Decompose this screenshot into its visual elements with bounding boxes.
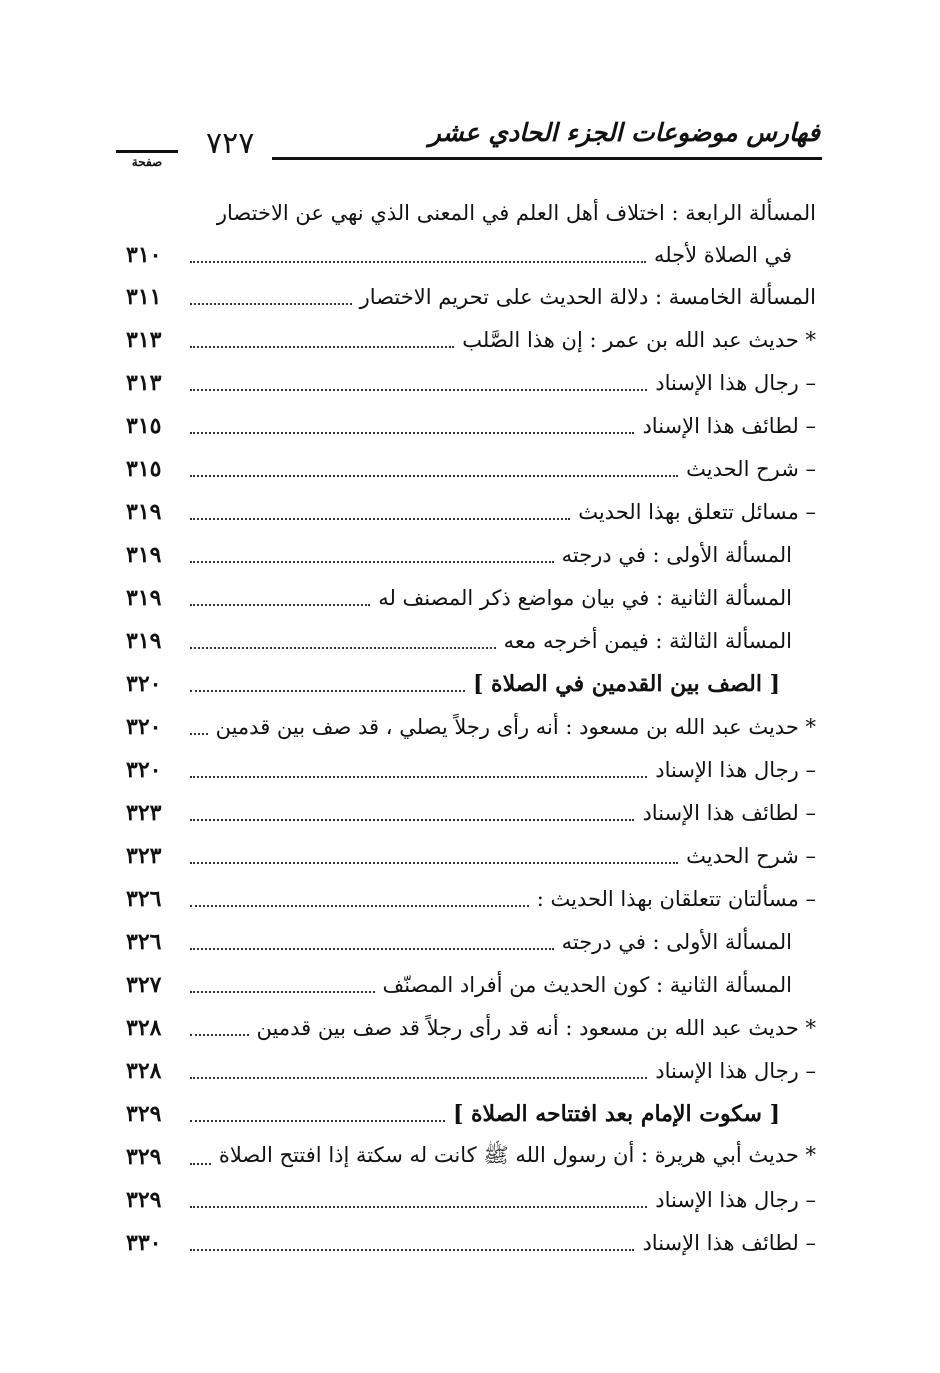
toc-entry <box>126 405 816 447</box>
toc-entry-page: ٣٢٦ <box>126 929 162 955</box>
toc-entry <box>126 362 816 404</box>
toc-entry-text: – رجال هذا الإسناد <box>655 758 816 782</box>
toc-entry <box>126 534 792 576</box>
toc-entry-text: – لطائف هذا الإسناد <box>642 801 816 825</box>
header-rule <box>272 157 822 160</box>
dot-leader <box>190 461 678 477</box>
toc-entry-page: ٣٢٣ <box>126 800 162 826</box>
dot-leader <box>190 247 646 263</box>
dot-leader <box>190 676 465 692</box>
dot-leader <box>190 805 634 821</box>
dot-leader <box>190 934 554 950</box>
toc-entry <box>126 749 816 791</box>
toc-entry-text: * حديث عبد الله بن عمر : إن هذا الصَّلب <box>462 328 816 352</box>
toc-entry-text: المسألة الثالثة : فيمن أخرجه معه <box>503 629 792 653</box>
toc-entry-page: ٣١٥ <box>126 456 162 482</box>
toc-entry-text: المسألة الرابعة : اختلاف أهل العلم في المعنى الذي نهي عن الاختصار <box>216 201 816 225</box>
toc-entry <box>126 276 816 318</box>
dot-leader <box>190 719 208 735</box>
toc-entry-text: – شرح الحديث <box>686 457 816 481</box>
dot-leader <box>190 332 454 348</box>
toc-entry-text: – لطائف هذا الإسناد <box>642 414 816 438</box>
dot-leader <box>190 1020 249 1036</box>
toc-entry <box>126 620 792 662</box>
dot-leader <box>190 289 352 305</box>
toc-entry <box>126 1179 816 1221</box>
toc-entry-page: ٣١٩ <box>126 585 162 611</box>
dot-leader <box>190 633 496 649</box>
dot-leader <box>190 547 554 563</box>
toc-entry-page: ٣١٩ <box>126 499 162 525</box>
toc-entry-page: ٣٢٠ <box>126 714 162 740</box>
toc-entry-text: * حديث أبي هريرة : أن رسول الله ﷺ كانت له سكتة إذا افتتح الصلاة <box>218 1142 816 1167</box>
dot-leader <box>190 762 647 778</box>
toc-entry-page: ٣٣٠ <box>126 1230 162 1256</box>
toc-entry <box>126 1050 816 1092</box>
toc-entry <box>126 835 816 877</box>
dot-leader <box>190 848 678 864</box>
toc-entry <box>126 706 816 748</box>
dot-leader <box>190 590 370 606</box>
dot-leader <box>190 977 375 993</box>
toc-entry <box>126 878 816 920</box>
dot-leader <box>190 1149 211 1165</box>
toc-entry-text: * حديث عبد الله بن مسعود : أنه رأى رجلاً يصلي ، قد صف بين قدمين <box>215 715 816 739</box>
dot-leader <box>190 1192 647 1208</box>
toc-entry-text: المسألة الأولى : في درجته <box>561 930 792 954</box>
toc-entry-page: ٣١٣ <box>126 327 162 353</box>
dot-leader <box>190 1235 634 1251</box>
toc-entry-page: ٣٢٣ <box>126 843 162 869</box>
toc-entry-text: – رجال هذا الإسناد <box>655 371 816 395</box>
toc-entry <box>126 577 792 619</box>
toc-entry-page: ٣١٥ <box>126 413 162 439</box>
toc-entry-page: ٣٢٨ <box>126 1058 162 1084</box>
page-number: ٧٢٧ <box>206 126 255 161</box>
dot-leader <box>190 1063 647 1079</box>
toc-entry-page: ٣٢٩ <box>126 1187 162 1213</box>
toc-entry-text: المسألة الثانية : كون الحديث من أفراد المصنّف <box>382 973 792 997</box>
toc-entry-text: المسألة الخامسة : دلالة الحديث على تحريم الاختصار <box>359 285 816 309</box>
toc-entry-text: – رجال هذا الإسناد <box>655 1059 816 1083</box>
toc-entry-text: في الصلاة لأجله <box>653 243 792 267</box>
toc-entry-text: المسألة الثانية : في بيان مواضع ذكر المصنف له <box>378 586 792 610</box>
toc-entry-page: ٣٢٠ <box>126 757 162 783</box>
toc-entry-page: ٣٢٩ <box>126 1144 162 1170</box>
dot-leader <box>190 891 529 907</box>
toc-entry-text: – رجال هذا الإسناد <box>655 1188 816 1212</box>
toc-entry-text: [ الصف بين القدمين في الصلاة ] <box>472 671 780 697</box>
toc-entry <box>126 1222 816 1264</box>
toc-entry-page: ٣٢٩ <box>126 1101 162 1127</box>
toc-section-heading <box>126 1093 780 1135</box>
toc-entry-page: ٣٢٦ <box>126 886 162 912</box>
dot-leader <box>190 418 634 434</box>
toc-entry-text: * حديث عبد الله بن مسعود : أنه قد رأى رجلاً قد صف بين قدمين <box>256 1016 816 1040</box>
page-column-label: صفحة <box>116 150 178 171</box>
toc-entry <box>126 1136 816 1178</box>
dot-leader <box>190 1106 445 1122</box>
toc-entry-page: ٣١٩ <box>126 542 162 568</box>
dot-leader <box>190 504 570 520</box>
toc-entry-text: – مسألتان تتعلقان بهذا الحديث : <box>536 887 816 911</box>
toc-entry <box>126 1007 816 1049</box>
toc-entry-text: المسألة الأولى : في درجته <box>561 543 792 567</box>
toc-section-heading <box>126 663 780 705</box>
toc-entry-page: ٣١٩ <box>126 628 162 654</box>
toc-entry-page: ٣١٣ <box>126 370 162 396</box>
toc-entry-page: ٣١١ <box>126 284 162 310</box>
toc-entry <box>126 192 816 234</box>
dot-leader <box>190 375 647 391</box>
toc-entry <box>126 921 792 963</box>
toc-entry <box>126 448 816 490</box>
toc-entry-page: ٣٢٧ <box>126 972 162 998</box>
toc-entry-text: – شرح الحديث <box>686 844 816 868</box>
toc-entry <box>126 491 816 533</box>
toc-entry <box>126 234 792 276</box>
toc-entry <box>126 792 816 834</box>
page-header <box>0 0 940 180</box>
toc-entry-text: – مسائل تتعلق بهذا الحديث <box>578 500 816 524</box>
toc-entry <box>126 964 792 1006</box>
toc-entry-text: – لطائف هذا الإسناد <box>642 1231 816 1255</box>
running-title: فهارس موضوعات الجزء الحادي عشر <box>428 118 820 147</box>
toc-entry-page: ٣٢٨ <box>126 1015 162 1041</box>
toc-entry-page: ٣١٠ <box>126 242 162 268</box>
toc-entry <box>126 319 816 361</box>
toc-entry-page: ٣٢٠ <box>126 671 162 697</box>
toc-entry-text: [ سكوت الإمام بعد افتتاحه الصلاة ] <box>452 1101 780 1127</box>
